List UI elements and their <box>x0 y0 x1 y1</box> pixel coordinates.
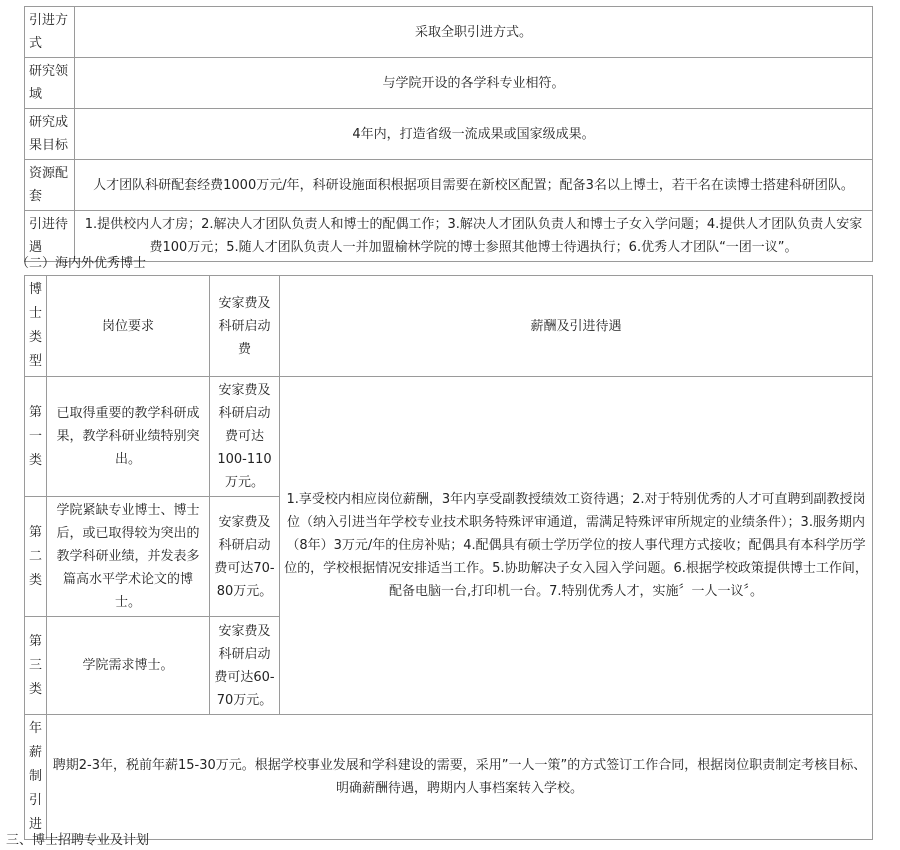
header-salary-benefits: 薪酬及引进待遇 <box>280 276 873 377</box>
header-type-char: 博 <box>29 282 43 297</box>
table-row <box>25 377 873 497</box>
table-row <box>25 109 873 160</box>
row-content-research-field: 与学院开设的各学科专业相符。 <box>75 58 873 109</box>
label-char: 进 <box>29 817 43 832</box>
row-label-introduction-mode: 引进方式 <box>25 7 75 58</box>
label-char: 薪 <box>29 745 43 760</box>
header-phd-type <box>25 276 47 377</box>
type-char: 一 <box>29 428 43 444</box>
row-label-research-goal: 研究成果目标 <box>25 109 75 160</box>
row-content-resources: 人才团队科研配套经费1000万元/年，科研设施面积根据项目需要在新校区配置；配备3名以上博士，若干名在读博士搭建科研团队。 <box>75 160 873 211</box>
table-row <box>25 211 873 262</box>
funding-category-3: 安家费及科研启动费可达60-70万元。 <box>210 617 280 715</box>
header-requirement: 岗位要求 <box>47 276 210 377</box>
type-category-3 <box>25 617 47 715</box>
table-header-row <box>25 276 873 377</box>
row-content-introduction-mode: 采取全职引进方式。 <box>75 7 873 58</box>
requirement-category-3: 学院需求博士。 <box>47 617 210 715</box>
phd-recruitment-table <box>24 275 873 840</box>
header-type-char: 型 <box>29 354 43 369</box>
type-char: 二 <box>29 548 43 564</box>
type-char: 第 <box>29 404 43 420</box>
label-char: 制 <box>29 769 43 784</box>
type-char: 第 <box>29 633 43 649</box>
type-category-2 <box>25 497 47 617</box>
funding-category-1: 安家费及科研启动费可达100-110万元。 <box>210 377 280 497</box>
header-funding: 安家费及科研启动费 <box>210 276 280 377</box>
row-content-research-goal: 4年内，打造省级一流成果或国家级成果。 <box>75 109 873 160</box>
table-row <box>25 160 873 211</box>
type-char: 类 <box>29 681 43 697</box>
label-char: 年 <box>29 721 43 736</box>
table-row <box>25 7 873 58</box>
funding-category-2: 安家费及科研启动费可达70-80万元。 <box>210 497 280 617</box>
type-char: 类 <box>29 572 43 588</box>
annual-salary-content: 聘期2-3年，税前年薪15-30万元。根据学校事业发展和学科建设的需要，采用”一人一策”的方式签订工作合同，根据岗位职责制定考核目标、明确薪酬待遇，聘期内人事档案转入学校。 <box>47 715 873 840</box>
annual-salary-label <box>25 715 47 840</box>
row-label-resources: 资源配套 <box>25 160 75 211</box>
table-row <box>25 715 873 840</box>
label-char: 引 <box>29 793 43 808</box>
type-category-1 <box>25 377 47 497</box>
requirement-category-2: 学院紧缺专业博士、博士后，或已取得较为突出的教学科研业绩，并发表多篇高水平学术论文的博士。 <box>47 497 210 617</box>
salary-benefits-content: 1.享受校内相应岗位薪酬，3年内享受副教授绩效工资待遇；2.对于特别优秀的人才可直聘到副教授岗位（纳入引进当年学校专业技术职务特殊评审通道，需满足特殊评审所规定的业绩条件）；3.服务期内（8年）3万元/年的住房补贴；4.配偶具有硕士学历学位的按人事代理方式接收；配偶具有本科学历学位的，学校根据情况安排适当工作。5.协助解决子女入园入学问题。6.根据学校政策提供博士工作间，配备电脑一台,打印机一台。7.特别优秀人才，实施〞一人一议〞。 <box>280 377 873 715</box>
row-content-benefits: 1.提供校内人才房；2.解决人才团队负责人和博士的配偶工作；3.解决人才团队负责人和博士子女入学问题；4.提供人才团队负责人安家费100万元；5.随人才团队负责人一并加盟榆林学院的博士参照其他博士待遇执行；6.优秀人才团队“一团一议”。 <box>75 211 873 262</box>
header-type-char: 类 <box>29 330 43 345</box>
next-section-heading-cut: 三、博士招聘专业及计划 <box>6 833 150 848</box>
type-char: 第 <box>29 524 43 540</box>
talent-team-table <box>24 6 873 262</box>
section-heading: （二）海内外优秀博士 <box>16 256 147 271</box>
type-char: 类 <box>29 452 43 468</box>
type-char: 三 <box>29 657 43 673</box>
row-label-benefits: 引进待遇 <box>25 211 75 262</box>
table-row <box>25 58 873 109</box>
requirement-category-1: 已取得重要的教学科研成果，教学科研业绩特别突出。 <box>47 377 210 497</box>
header-type-char: 士 <box>29 306 43 321</box>
row-label-research-field: 研究领域 <box>25 58 75 109</box>
